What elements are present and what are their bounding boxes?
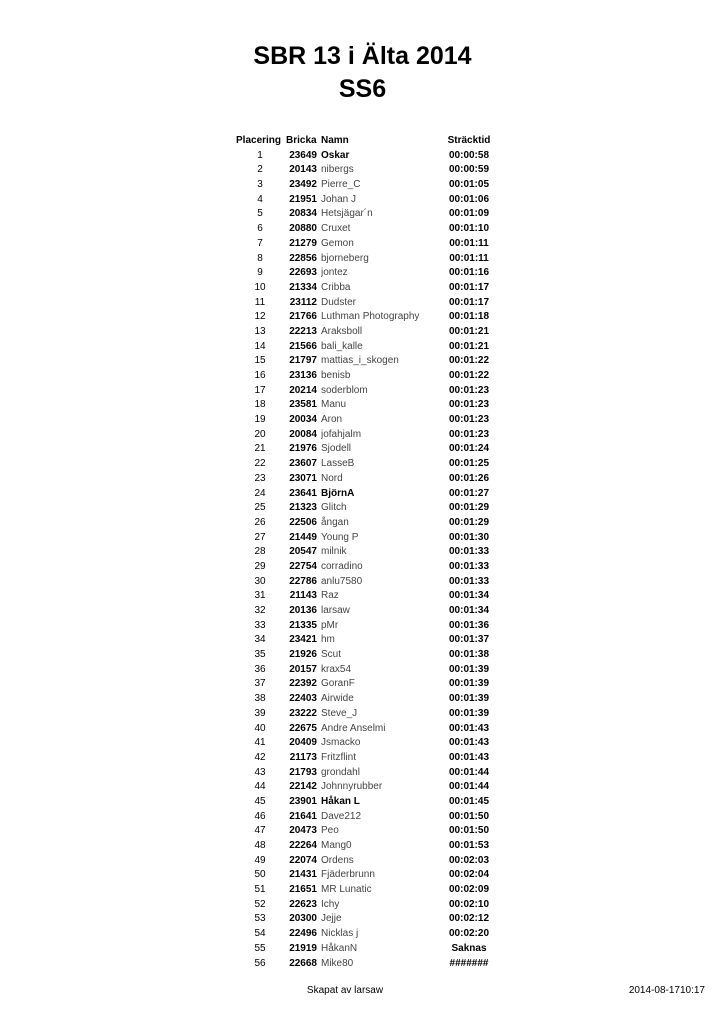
cell-time: 00:01:16 — [448, 267, 490, 279]
table-row — [228, 472, 498, 487]
table-row — [228, 707, 498, 722]
cell-name: Glitch — [321, 502, 347, 514]
cell-bib: 21793 — [289, 766, 317, 778]
cell-time: 00:01:50 — [448, 810, 490, 822]
cell-name: Peo — [321, 825, 339, 837]
header-name: Namn — [321, 135, 349, 146]
table-row — [228, 824, 498, 839]
cell-placement: 36 — [254, 663, 266, 675]
cell-time: Saknas — [451, 942, 487, 954]
table-row — [228, 369, 498, 384]
table-row — [228, 149, 498, 164]
cell-time: 00:02:10 — [448, 898, 490, 910]
cell-name: Andre Anselmi — [321, 722, 386, 734]
table-row — [228, 428, 498, 443]
table-row — [228, 281, 498, 296]
cell-placement: 9 — [257, 267, 263, 279]
cell-time: 00:01:22 — [448, 355, 490, 367]
document-subtitle: SS6 — [338, 75, 387, 103]
cell-time: 00:01:10 — [448, 223, 490, 235]
table-row — [228, 163, 498, 178]
header-bib: Bricka — [286, 135, 317, 146]
cell-bib: 20880 — [289, 223, 317, 235]
cell-name: Hetsjägar´n — [321, 208, 373, 220]
cell-placement: 37 — [254, 678, 266, 690]
cell-bib: 23901 — [289, 795, 317, 807]
cell-bib: 22142 — [289, 781, 317, 793]
cell-name: jofahjalm — [321, 428, 362, 440]
cell-placement: 22 — [254, 458, 266, 470]
table-row — [228, 795, 498, 810]
cell-name: Jejje — [321, 913, 342, 925]
cell-time: 00:01:27 — [448, 487, 490, 499]
cell-bib: 21449 — [289, 531, 317, 543]
cell-bib: 20136 — [289, 605, 317, 616]
cell-time: 00:00:59 — [448, 164, 490, 176]
document-title: SBR 13 i Älta 2014 — [253, 42, 472, 70]
cell-placement: 40 — [254, 722, 266, 734]
cell-name: Nicklas j — [321, 928, 359, 940]
footer-timestamp: 2014-08-1710:17 — [628, 985, 705, 996]
cell-placement: 45 — [254, 795, 266, 807]
cell-time: 00:01:33 — [448, 575, 490, 587]
cell-bib: 20214 — [289, 384, 317, 396]
cell-name: GoranF — [321, 678, 355, 690]
cell-time: 00:01:23 — [448, 384, 490, 396]
cell-time: 00:02:04 — [448, 869, 490, 881]
cell-placement: 55 — [254, 942, 266, 954]
cell-bib: 23071 — [289, 472, 317, 484]
cell-placement: 49 — [254, 854, 266, 866]
cell-time: 00:01:29 — [448, 516, 490, 528]
cell-bib: 22754 — [289, 560, 317, 572]
cell-placement: 2 — [257, 164, 263, 176]
cell-placement: 25 — [254, 502, 266, 514]
cell-bib: 21926 — [289, 649, 317, 661]
cell-time: 00:01:43 — [448, 737, 490, 749]
cell-name: Araksboll — [321, 325, 363, 337]
header-placement: Placering — [236, 135, 282, 146]
table-row — [228, 927, 498, 942]
cell-time: 00:01:37 — [448, 634, 490, 646]
cell-name: MR Lunatic — [321, 884, 372, 896]
cell-bib: 21766 — [289, 311, 317, 323]
cell-bib: 22496 — [289, 928, 317, 940]
cell-time: 00:01:24 — [448, 443, 490, 455]
cell-name: anlu7580 — [321, 575, 363, 587]
cell-placement: 30 — [254, 575, 266, 587]
cell-bib: 21335 — [289, 619, 317, 631]
cell-placement: 12 — [254, 311, 266, 323]
cell-placement: 7 — [257, 237, 263, 249]
cell-time: 00:01:45 — [448, 795, 490, 807]
table-row — [228, 589, 498, 604]
cell-time: 00:01:43 — [448, 722, 490, 734]
cell-time: 00:02:20 — [448, 928, 490, 940]
cell-placement: 52 — [254, 898, 266, 910]
table-row — [228, 839, 498, 854]
table-row — [228, 957, 498, 972]
cell-time: 00:01:33 — [448, 546, 490, 558]
cell-name: Johnnyrubber — [321, 781, 383, 793]
cell-name: Airwide — [321, 693, 354, 705]
cell-bib: 20034 — [289, 414, 317, 426]
cell-name: Scut — [321, 649, 342, 661]
table-row — [228, 193, 498, 208]
cell-time: 00:02:09 — [448, 884, 490, 896]
cell-name: Manu — [321, 399, 347, 411]
cell-bib: 21976 — [289, 443, 317, 455]
table-row — [228, 868, 498, 883]
cell-bib: 23641 — [289, 487, 317, 499]
cell-name: Steve_J — [321, 707, 358, 719]
cell-name: ångan — [321, 516, 349, 528]
cell-name: Johan J — [321, 193, 357, 205]
cell-bib: 21566 — [289, 340, 317, 352]
table-row — [228, 413, 498, 428]
cell-bib: 22264 — [289, 840, 317, 851]
cell-time: 00:00:58 — [448, 149, 490, 161]
cell-bib: 20409 — [289, 737, 317, 749]
footer-created-by: Skapat av larsaw — [306, 985, 384, 996]
table-row — [228, 648, 498, 663]
cell-bib: 22675 — [289, 722, 317, 734]
cell-placement: 19 — [254, 414, 266, 426]
cell-time: 00:01:29 — [448, 502, 490, 514]
cell-time: 00:01:09 — [448, 208, 490, 220]
cell-placement: 14 — [254, 340, 266, 352]
cell-placement: 11 — [254, 296, 266, 308]
table-row — [228, 252, 498, 267]
cell-bib: 20300 — [289, 913, 317, 925]
cell-bib: 22506 — [289, 516, 317, 528]
cell-placement: 51 — [254, 884, 266, 896]
cell-time: 00:01:33 — [448, 560, 490, 572]
cell-bib: 22392 — [289, 678, 317, 690]
table-row — [228, 663, 498, 678]
table-row — [228, 266, 498, 281]
cell-bib: 20834 — [289, 208, 317, 220]
cell-time: 00:01:11 — [449, 252, 489, 264]
cell-name: Ordens — [321, 854, 354, 866]
table-row — [228, 854, 498, 869]
cell-time: 00:01:17 — [448, 296, 490, 308]
cell-name: Pierre_C — [321, 179, 361, 191]
cell-placement: 48 — [254, 840, 266, 851]
cell-bib: 21279 — [289, 237, 317, 249]
cell-time: 00:01:17 — [448, 281, 490, 293]
cell-bib: 21797 — [289, 355, 317, 367]
cell-placement: 43 — [254, 766, 266, 778]
cell-placement: 44 — [254, 781, 266, 793]
cell-bib: 21323 — [289, 502, 317, 514]
cell-bib: 23136 — [289, 370, 317, 381]
cell-time: 00:01:39 — [448, 693, 490, 705]
cell-time: 00:01:39 — [448, 678, 490, 690]
cell-name: Dave212 — [321, 810, 362, 822]
cell-placement: 20 — [254, 428, 266, 440]
table-row — [228, 325, 498, 340]
cell-time: 00:01:36 — [448, 619, 490, 631]
table-body — [228, 149, 498, 972]
table-header — [228, 134, 498, 149]
cell-time: 00:02:03 — [448, 854, 490, 866]
cell-name: HåkanN — [321, 942, 358, 954]
cell-name: Nord — [321, 472, 343, 484]
table-row — [228, 766, 498, 781]
cell-time: 00:01:53 — [448, 840, 490, 851]
cell-placement: 29 — [254, 560, 266, 572]
cell-bib: 23649 — [289, 149, 317, 161]
table-row — [228, 633, 498, 648]
table-row — [228, 810, 498, 825]
cell-name: Luthman Photography — [321, 311, 420, 323]
table-row — [228, 736, 498, 751]
cell-placement: 6 — [257, 223, 263, 235]
cell-time: 00:01:21 — [448, 325, 490, 337]
cell-bib: 20473 — [289, 825, 317, 837]
cell-name: mattias_i_skogen — [321, 355, 399, 367]
cell-name: pMr — [321, 619, 339, 631]
table-row — [228, 751, 498, 766]
cell-bib: 22403 — [289, 693, 317, 705]
cell-time: 00:01:34 — [448, 590, 490, 602]
table-row — [228, 296, 498, 311]
table-row — [228, 501, 498, 516]
cell-bib: 22213 — [289, 325, 317, 337]
cell-name: Cruxet — [321, 223, 351, 235]
table-row — [228, 560, 498, 575]
cell-placement: 27 — [254, 531, 266, 543]
cell-placement: 21 — [254, 443, 266, 455]
cell-time: 00:01:23 — [448, 414, 490, 426]
cell-bib: 21641 — [289, 810, 317, 822]
cell-placement: 23 — [254, 472, 266, 484]
cell-placement: 35 — [254, 649, 266, 661]
cell-time: 00:01:44 — [448, 766, 490, 778]
cell-placement: 4 — [257, 193, 263, 205]
cell-bib: 23222 — [289, 707, 317, 719]
table-row — [228, 545, 498, 560]
table-row — [228, 442, 498, 457]
cell-placement: 26 — [254, 516, 266, 528]
cell-bib: 20143 — [289, 164, 317, 176]
cell-name: Håkan L — [321, 795, 360, 807]
table-row — [228, 912, 498, 927]
cell-bib: 20084 — [289, 428, 317, 440]
table-row — [228, 457, 498, 472]
table-row — [228, 178, 498, 193]
cell-time: 00:01:11 — [449, 237, 489, 249]
cell-bib: 23492 — [289, 179, 317, 191]
table-row — [228, 222, 498, 237]
cell-name: corradino — [321, 560, 363, 572]
cell-bib: 21951 — [289, 193, 317, 205]
cell-placement: 17 — [254, 384, 266, 396]
cell-bib: 21143 — [289, 590, 317, 602]
cell-bib: 22693 — [289, 267, 317, 279]
cell-time: 00:01:43 — [448, 751, 490, 763]
cell-name: grondahl — [321, 766, 360, 778]
cell-placement: 10 — [254, 281, 266, 293]
cell-placement: 38 — [254, 693, 266, 705]
table-row — [228, 398, 498, 413]
cell-name: soderblom — [321, 384, 368, 396]
cell-time: 00:01:18 — [448, 311, 490, 323]
cell-name: Aron — [321, 414, 343, 426]
table-row — [228, 575, 498, 590]
cell-name: Ichy — [321, 898, 340, 910]
cell-time: 00:01:23 — [448, 399, 490, 411]
cell-name: Fjäderbrunn — [321, 869, 375, 881]
cell-time: 00:01:06 — [448, 193, 490, 205]
table-row — [228, 780, 498, 795]
cell-bib: 20547 — [289, 546, 317, 558]
cell-placement: 5 — [257, 208, 263, 220]
cell-bib: 22668 — [289, 957, 317, 969]
table-row — [228, 516, 498, 531]
table-row — [228, 604, 498, 619]
cell-placement: 13 — [254, 325, 266, 337]
table-row — [228, 310, 498, 325]
cell-time: 00:01:44 — [448, 781, 490, 793]
cell-time: 00:01:21 — [448, 340, 490, 352]
table-row — [228, 207, 498, 222]
cell-name: Cribba — [321, 281, 351, 293]
cell-placement: 8 — [257, 252, 263, 264]
cell-bib: 21431 — [289, 869, 317, 881]
cell-name: Mike80 — [321, 957, 354, 969]
table-row — [228, 384, 498, 399]
header-time: Sträcktid — [447, 135, 491, 146]
cell-time: 00:01:39 — [448, 707, 490, 719]
cell-bib: 21334 — [289, 281, 317, 293]
cell-time: 00:01:30 — [448, 531, 490, 543]
cell-bib: 21651 — [289, 884, 317, 896]
cell-time: 00:01:38 — [448, 649, 490, 661]
cell-name: Raz — [321, 590, 339, 602]
cell-name: krax54 — [321, 663, 352, 675]
cell-name: milnik — [321, 546, 347, 558]
cell-bib: 22623 — [289, 898, 317, 910]
cell-placement: 46 — [254, 810, 266, 822]
cell-placement: 24 — [254, 487, 266, 499]
table-row — [228, 487, 498, 502]
cell-name: bali_kalle — [321, 340, 363, 352]
cell-name: benisb — [321, 370, 351, 381]
cell-placement: 50 — [254, 869, 266, 881]
cell-name: Gemon — [321, 237, 354, 249]
cell-name: nibergs — [321, 164, 354, 176]
cell-name: hm — [321, 634, 335, 646]
table-row — [228, 619, 498, 634]
cell-placement: 42 — [254, 751, 266, 763]
cell-name: LasseB — [321, 458, 355, 470]
table-row — [228, 722, 498, 737]
cell-bib: 22786 — [289, 575, 317, 587]
cell-placement: 1 — [257, 149, 263, 161]
cell-placement: 16 — [254, 370, 266, 381]
cell-name: Young P — [321, 531, 359, 543]
table-row — [228, 237, 498, 252]
cell-bib: 23421 — [289, 634, 317, 646]
cell-time: 00:02:12 — [448, 913, 490, 925]
cell-time: 00:01:25 — [448, 458, 490, 470]
cell-name: larsaw — [321, 605, 350, 616]
cell-bib: 23607 — [289, 458, 317, 470]
table-row — [228, 531, 498, 546]
cell-placement: 32 — [254, 605, 266, 616]
cell-bib: 21173 — [289, 751, 317, 763]
table-row — [228, 692, 498, 707]
cell-time: 00:01:39 — [448, 663, 490, 675]
cell-time: ####### — [449, 957, 489, 969]
cell-bib: 22074 — [289, 854, 317, 866]
table-row — [228, 898, 498, 913]
cell-bib: 23112 — [289, 296, 317, 308]
cell-name: Oskar — [321, 149, 350, 161]
cell-placement: 41 — [254, 737, 266, 749]
cell-time: 00:01:50 — [448, 825, 490, 837]
cell-bib: 23581 — [289, 399, 317, 411]
table-row — [228, 942, 498, 957]
cell-placement: 28 — [254, 546, 266, 558]
cell-placement: 3 — [257, 179, 263, 191]
cell-placement: 33 — [254, 619, 266, 631]
cell-placement: 39 — [254, 707, 266, 719]
table-row — [228, 677, 498, 692]
cell-bib: 21919 — [289, 942, 317, 954]
cell-placement: 15 — [254, 355, 266, 367]
cell-name: BjörnA — [321, 487, 355, 499]
cell-placement: 56 — [254, 957, 266, 969]
table-row — [228, 354, 498, 369]
cell-name: jontez — [321, 267, 348, 279]
cell-time: 00:01:05 — [448, 179, 490, 191]
cell-time: 00:01:23 — [448, 428, 490, 440]
cell-name: Jsmacko — [321, 737, 361, 749]
results-table — [228, 134, 498, 971]
cell-bib: 20157 — [289, 663, 317, 675]
cell-name: Fritzflint — [321, 751, 356, 763]
cell-placement: 34 — [254, 634, 266, 646]
cell-placement: 54 — [254, 928, 266, 940]
table-row — [228, 340, 498, 355]
cell-name: Mang0 — [321, 840, 352, 851]
cell-bib: 22856 — [289, 252, 317, 264]
cell-placement: 47 — [254, 825, 266, 837]
cell-placement: 18 — [254, 399, 266, 411]
cell-placement: 53 — [254, 913, 266, 925]
cell-name: bjorneberg — [321, 252, 369, 264]
table-row — [228, 883, 498, 898]
cell-time: 00:01:22 — [448, 370, 490, 381]
cell-time: 00:01:26 — [448, 472, 490, 484]
cell-name: Dudster — [321, 296, 357, 308]
cell-placement: 31 — [254, 590, 266, 602]
cell-name: Sjodell — [321, 443, 352, 455]
cell-time: 00:01:34 — [448, 605, 490, 616]
